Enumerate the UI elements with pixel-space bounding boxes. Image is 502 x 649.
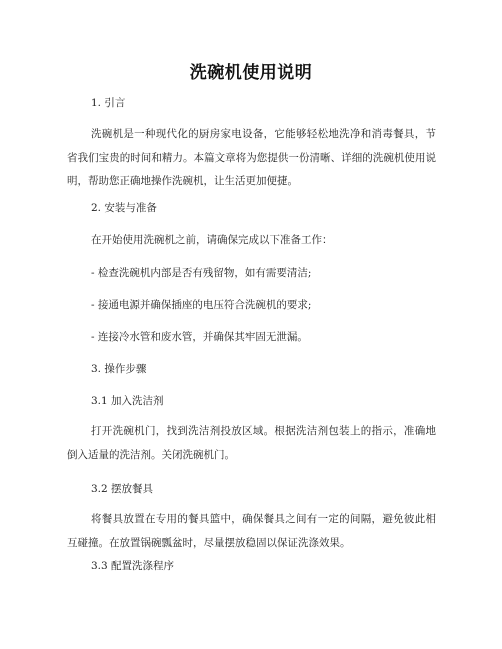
list-item: - 检查洗碗机内部是否有残留物，如有需要清洁; bbox=[91, 267, 312, 279]
document-title: 洗碗机使用说明 bbox=[189, 63, 313, 83]
paragraph-detergent: 打开洗碗机门，找到洗洁剂投放区域。根据洗洁剂包装上的指示，准确地倒入适量的洗洁剂。关闭洗碗机门。 bbox=[67, 425, 436, 461]
section-heading-steps: 3. 操作步骤 bbox=[91, 363, 147, 375]
list-item: - 连接冷水管和废水管，并确保其牢固无泄漏。 bbox=[91, 331, 308, 343]
section-heading-intro: 1. 引言 bbox=[91, 97, 126, 109]
section-heading-install: 2. 安装与准备 bbox=[91, 202, 157, 214]
paragraph-tableware: 将餐具放置在专用的餐具篮中，确保餐具之间有一定的间隔，避免彼此相互碰撞。在放置锅碗瓢盆时，尽量摆放稳固以保证洗涤效果。 bbox=[67, 513, 436, 549]
subsection-heading-detergent: 3.1 加入洗洁剂 bbox=[91, 395, 164, 407]
paragraph-intro: 洗碗机是一种现代化的厨房家电设备，它能够轻松地洗净和消毒餐具，节省我们宝贵的时间和精力。本篇文章将为您提供一份清晰、详细的洗碗机使用说明，帮助您正确地操作洗碗机，让生活更加便捷。 bbox=[67, 128, 436, 187]
subsection-heading-tableware: 3.2 摆放餐具 bbox=[91, 483, 154, 495]
paragraph-install-intro: 在开始使用洗碗机之前，请确保完成以下准备工作： bbox=[91, 234, 333, 246]
subsection-heading-program: 3.3 配置洗涤程序 bbox=[91, 560, 175, 572]
list-item: - 接通电源并确保插座的电压符合洗碗机的要求; bbox=[91, 299, 312, 311]
